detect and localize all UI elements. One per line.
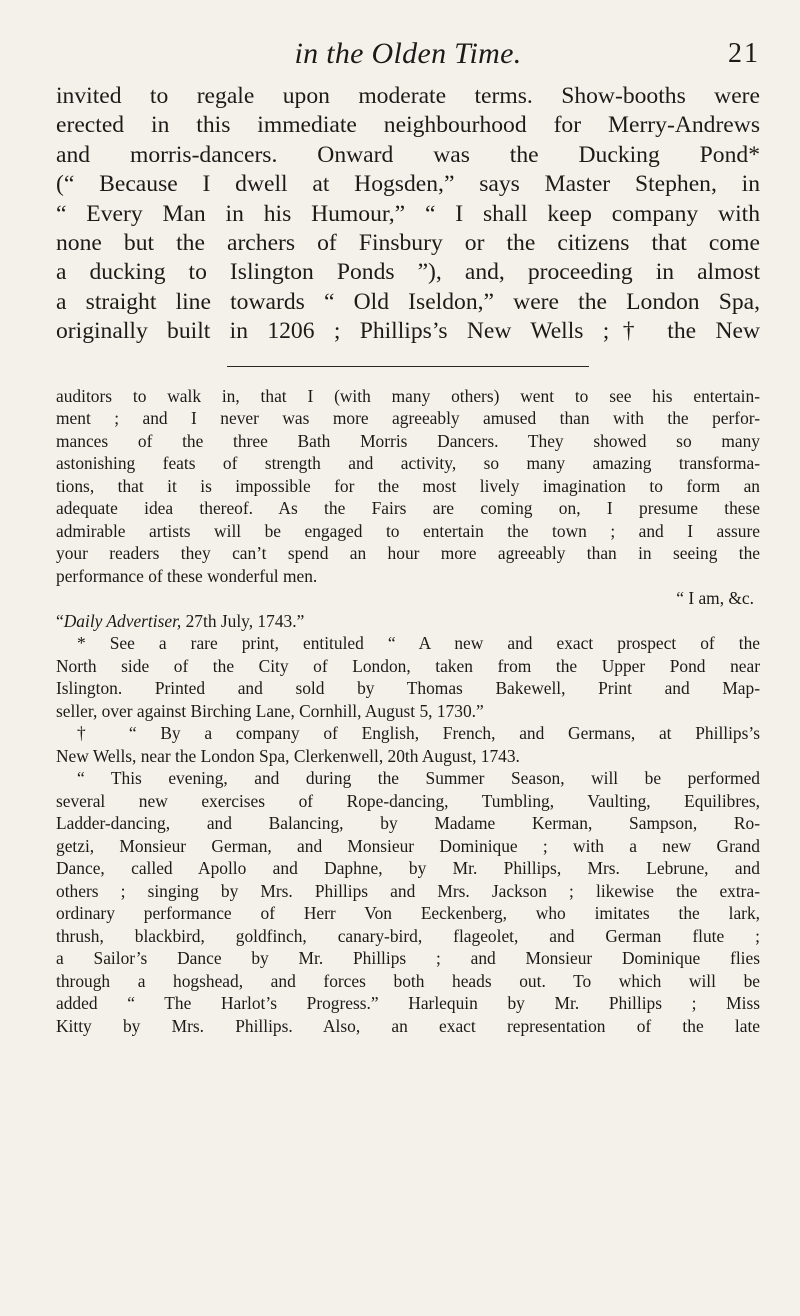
footnote-line: ordinary performance of Herr Von Eeckenberg, who imitates the lark, (56, 903, 760, 924)
footnote-line: Ladder-dancing, and Balancing, by Madame Kerman, Sampson, Ro- (56, 813, 760, 834)
footnote-dagger (56, 722, 760, 745)
running-title: in the Olden Time. (294, 37, 522, 70)
footnotes (56, 385, 760, 1038)
footnote-star-body (56, 655, 760, 723)
main-text-line: a straight line towards “ Old Iseldon,” were the London Spa, (56, 288, 760, 315)
footnote-continued (56, 385, 760, 633)
footnote-line: admirable artists will be engaged to entertain the town ; and I assure (56, 520, 760, 541)
footnote-star (56, 632, 760, 655)
signoff: “ I am, &c. (676, 588, 754, 609)
footnote-dagger-body (56, 745, 760, 768)
footnote-dagger-quote-body (56, 790, 760, 1038)
main-text-line: erected in this immediate neighbourhood for Merry-Andrews (56, 112, 760, 139)
footnote-divider (227, 366, 589, 367)
footnote-line: seller, over against Birching Lane, Cornhill, August 5, 1730.” (56, 700, 484, 721)
main-text-line: (“ Because I dwell at Hogsden,” says Master Stephen, in (56, 171, 760, 198)
footnote-line: a Sailor’s Dance by Mr. Phillips ; and Monsieur Dominique flies (56, 948, 760, 969)
footnote-line: auditors to walk in, that I (with many others) went to see his entertain- (56, 385, 760, 406)
main-text-line: invited to regale upon moderate terms. Show-booths were (56, 83, 760, 109)
footnote-line: New Wells, near the London Spa, Clerkenwell, 20th August, 1743. (56, 745, 520, 766)
footnote-line: Islington. Printed and sold by Thomas Bakewell, Print and Map- (56, 678, 760, 699)
footnote-line: getzi, Monsieur German, and Monsieur Dominique ; with a new Grand (56, 835, 760, 856)
main-text-line: none but the archers of Finsbury or the citizens that come (56, 230, 760, 257)
footnote-line: others ; singing by Mrs. Phillips and Mrs. Jackson ; likewise the extra- (56, 880, 760, 901)
footnote-line: North side of the City of London, taken from the Upper Pond near (56, 655, 760, 676)
page-number: 21 (728, 38, 760, 69)
footnote-dagger-quote (56, 767, 760, 790)
footnote-line: added “ The Harlot’s Progress.” Harlequin by Mr. Phillips ; Miss (56, 993, 760, 1014)
footnote-line: several new exercises of Rope-dancing, Tumbling, Vaulting, Equilibres, (56, 790, 760, 811)
main-text (56, 82, 760, 347)
footnote-line: tions, that it is impossible for the most lively imagination to form an (56, 475, 760, 496)
footnote-line: † “ By a company of English, French, and Germans, at Phillips’s (77, 723, 760, 744)
source-title: Daily Advertiser, (63, 610, 182, 631)
main-text-line: originally built in 1206 ; Phillips’s New Wells ;† the New (56, 318, 760, 345)
footnote-line: Dance, called Apollo and Daphne, by Mr. Phillips, Mrs. Lebrune, and (56, 858, 760, 879)
footnote-line: your readers they can’t spend an hour more agreeably than in seeing the (56, 543, 760, 564)
footnote-line: performance of these wonderful men. (56, 565, 318, 586)
main-text-line: a ducking to Islington Ponds ”), and, proceeding in almost (56, 259, 760, 286)
footnote-line: thrush, blackbird, goldfinch, canary-bird, flageolet, and German flute ; (56, 925, 760, 946)
footnote-line: * See a rare print, entituled “ A new and exact prospect of the (77, 633, 760, 654)
book-page (56, 36, 760, 1037)
footnote-line: mances of the three Bath Morris Dancers. They showed so many (56, 430, 760, 451)
source-date: 27th July, 1743.” (181, 610, 305, 631)
footnote-line: astonishing feats of strength and activity, so many amazing transforma- (56, 453, 760, 474)
footnote-line: Kitty by Mrs. Phillips. Also, an exact representation of the late (56, 1015, 760, 1036)
footnote-line: through a hogshead, and forces both heads out. To which will be (56, 970, 760, 991)
footnote-line: adequate idea thereof. As the Fairs are coming on, I presume these (56, 498, 760, 519)
main-text-line: “ Every Man in his Humour,” “ I shall keep company with (56, 200, 760, 227)
main-text-line: and morris-dancers. Onward was the Ducking Pond* (56, 141, 760, 168)
source-citation (56, 610, 760, 633)
footnote-line: ment ; and I never was more agreeably amused than with the perfor- (56, 408, 760, 429)
source-quote-open: “ (56, 610, 64, 631)
footnote-line: “ This evening, and during the Summer Season, will be performed (77, 768, 760, 789)
running-head (56, 36, 760, 82)
